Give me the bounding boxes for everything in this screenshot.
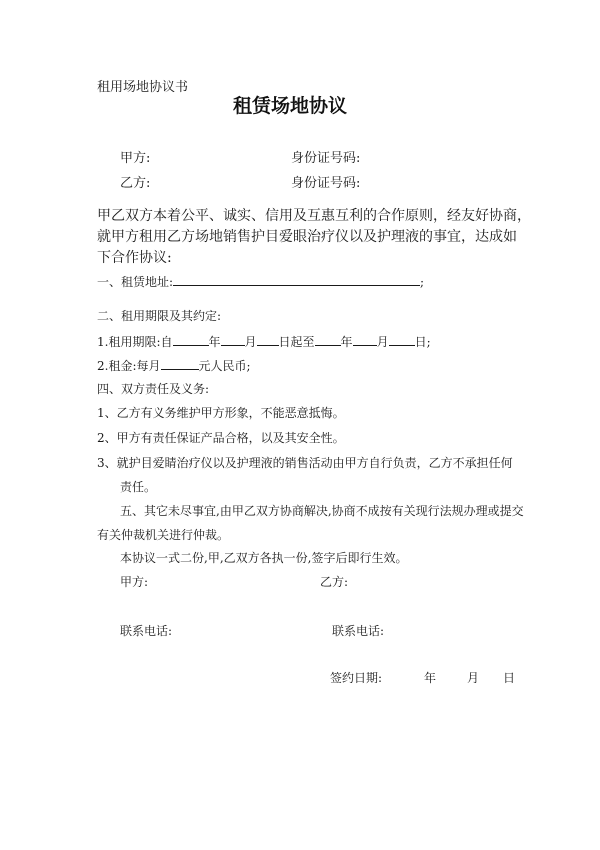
- end-year-label: 年: [340, 335, 353, 349]
- duties-heading: 四、双方责任及义务:: [97, 382, 210, 396]
- rent-suffix: 元人民币;: [198, 359, 251, 373]
- rent-amount-blank: [161, 358, 199, 370]
- misc-clause-line-1: 五、其它未尽事宜,由甲乙双方协商解决,协商不成按有关现行法规办理或提交: [120, 504, 524, 518]
- end-year-blank: [315, 334, 341, 346]
- party-a-label: 甲方:: [120, 151, 151, 166]
- copies-clause: 本协议一式二份,甲,乙双方各执一份,签字后即行生效。: [120, 551, 408, 565]
- end-month-label: 月: [376, 335, 389, 349]
- intro-line-2: 就甲方租用乙方场地销售护目爱眼治疗仪以及护理液的事宜，达成如: [97, 229, 517, 245]
- lease-address-label: 一、租赁地址:: [97, 275, 174, 289]
- document-label: 租用场地协议书: [97, 80, 189, 95]
- misc-clause-line-2: 有关仲裁机关进行仲裁。: [97, 528, 230, 542]
- lease-term-row: [97, 334, 431, 348]
- sign-date-day: 日: [503, 671, 516, 685]
- phone-a-label: 联系电话:: [120, 624, 173, 638]
- start-year-blank: [173, 334, 209, 346]
- phone-b-label: 联系电话:: [332, 624, 385, 638]
- document-title: 租赁场地协议: [233, 95, 348, 117]
- party-b-label: 乙方:: [120, 176, 151, 191]
- start-year-label: 年: [208, 335, 221, 349]
- start-month-label: 月: [244, 335, 257, 349]
- intro-line-1: 甲乙双方本着公平、诚实、信用及互惠互利的合作原则，经友好协商，: [97, 208, 531, 224]
- duty-item-3-line-1: 3、就护目爱睛治疗仪以及护理液的销售活动由甲方自行负责，乙方不承担任何: [97, 456, 513, 470]
- signature-party-b-label: 乙方:: [320, 575, 349, 589]
- start-month-blank: [221, 334, 245, 346]
- duty-item-2: 2、甲方有责任保证产品合格，以及其安全性。: [97, 431, 345, 445]
- lease-address-row: [97, 274, 424, 288]
- start-day-blank: [257, 334, 279, 346]
- lease-address-end: ;: [420, 275, 425, 289]
- intro-line-3: 下合作协议:: [97, 250, 172, 266]
- party-b-id-label: 身份证号码:: [291, 176, 361, 191]
- end-day-blank: [389, 334, 415, 346]
- rent-prefix: 2.租金:每月: [97, 359, 161, 373]
- duty-item-1: 1、乙方有义务维护甲方形象，不能恶意抵悔。: [97, 406, 345, 420]
- end-month-blank: [353, 334, 377, 346]
- duty-item-3-line-2: 责任。: [120, 480, 157, 494]
- start-day-label: 日起至: [278, 335, 315, 349]
- end-day-label: 日;: [414, 335, 431, 349]
- signature-party-a-label: 甲方:: [120, 575, 149, 589]
- party-a-id-label: 身份证号码:: [291, 151, 361, 166]
- term-heading: 二、租用期限及其约定:: [97, 309, 222, 323]
- rent-row: [97, 358, 251, 372]
- sign-date-month: 月: [467, 671, 480, 685]
- sign-date-year: 年: [424, 671, 437, 685]
- term-prefix: 1.租用期限:自: [97, 335, 173, 349]
- sign-date-label: 签约日期:: [330, 671, 383, 685]
- lease-address-blank: [173, 274, 420, 286]
